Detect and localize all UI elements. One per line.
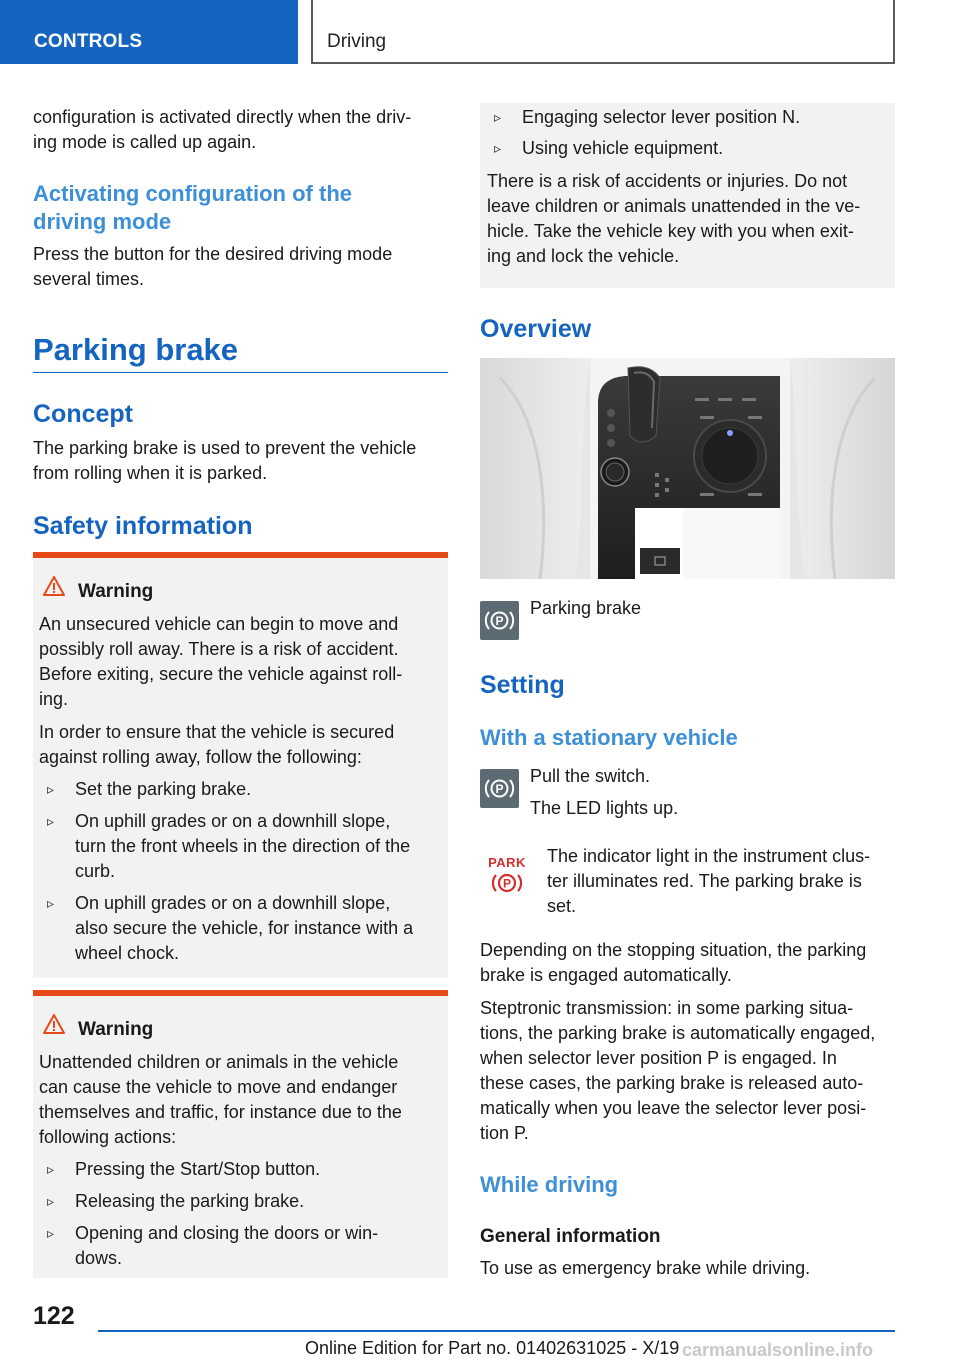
triangle-bullet-icon: ▹ bbox=[494, 140, 502, 156]
triangle-bullet-icon: ▹ bbox=[47, 813, 55, 829]
section-tab: CONTROLS bbox=[0, 0, 298, 64]
page-number: 122 bbox=[33, 1302, 75, 1330]
list-item: ▹ Set the parking brake. bbox=[47, 777, 447, 802]
list-item: ▹ On uphill grades or on a downhill slope, also secure the vehicle, for instance with a wheel chock. bbox=[47, 891, 447, 966]
stationary-heading: With a stationary vehicle bbox=[480, 725, 738, 750]
triangle-bullet-icon: ▹ bbox=[47, 781, 55, 797]
depending-text: Depending on the stopping situation, the parking brake is engaged automatically. bbox=[480, 940, 867, 985]
warning-list bbox=[47, 777, 447, 966]
concept-heading: Concept bbox=[33, 400, 133, 428]
footer-rule bbox=[98, 1330, 895, 1332]
list-item: ▹ Pressing the Start/Stop button. bbox=[47, 1157, 447, 1182]
warning-box-1 bbox=[33, 552, 448, 978]
while-driving-heading: While driving bbox=[480, 1172, 619, 1197]
title-rule bbox=[33, 372, 448, 373]
activating-body: Press the button for the desired driving mode several times. bbox=[33, 244, 393, 289]
list-item: ▹ On uphill grades or on a downhill slope, turn the front wheels in the direction of the curb. bbox=[47, 809, 447, 884]
parking-brake-title: Parking brake bbox=[33, 332, 239, 367]
park-indicator-icon: PARK P bbox=[488, 855, 526, 891]
triangle-bullet-icon: ▹ bbox=[47, 1161, 55, 1177]
list-item: ▹ Engaging selector lever position N. bbox=[494, 105, 894, 130]
center-console-image bbox=[480, 358, 895, 579]
warning-title: Warning bbox=[78, 1019, 154, 1040]
activating-heading: Activating configuration of the driving mode bbox=[33, 181, 352, 234]
chapter-title: Driving bbox=[311, 0, 895, 64]
indicator-text: The indicator light in the instrument clus- ter illuminates red. The parking brake is set. bbox=[547, 846, 871, 916]
warning-text: In order to ensure that the vehicle is secured against rolling away, follow the following: bbox=[39, 722, 395, 767]
warning-text: There is a risk of accidents or injuries. Do not leave children or animals unattended in the ve- hicle. Take the vehicle key with you when exit- ing and lock the vehicle. bbox=[487, 171, 861, 266]
general-info-heading: General information bbox=[480, 1226, 661, 1247]
warning-bar bbox=[33, 552, 448, 558]
general-info-body: To use as emergency brake while driving. bbox=[480, 1258, 811, 1278]
overview-heading: Overview bbox=[480, 315, 592, 343]
svg-text:P: P bbox=[495, 782, 504, 796]
intro-text: configuration is activated directly when the driv- ing mode is called up again. bbox=[33, 107, 412, 152]
list-item: ▹ Releasing the parking brake. bbox=[47, 1189, 447, 1214]
list-item: ▹ Using vehicle equipment. bbox=[494, 136, 894, 161]
warning-text: An unsecured vehicle can begin to move and possibly roll away. There is a risk of accident. Before exiting, secure the vehicle against roll- ing. bbox=[39, 614, 403, 709]
stationary-text: Pull the switch. The LED lights up. bbox=[530, 766, 679, 818]
warning-triangle-icon bbox=[43, 1014, 65, 1034]
svg-text:P: P bbox=[502, 876, 512, 891]
warning-triangle-icon bbox=[43, 576, 65, 596]
parking-brake-button-icon bbox=[480, 601, 519, 640]
triangle-bullet-icon: ▹ bbox=[47, 1193, 55, 1209]
concept-body: The parking brake is used to prevent the vehicle from rolling when it is parked. bbox=[33, 438, 417, 483]
triangle-bullet-icon: ▹ bbox=[47, 895, 55, 911]
list-item: ▹ Opening and closing the doors or win- dows. bbox=[47, 1221, 447, 1271]
edition-text: Online Edition for Part no. 01402631025 - X/19 bbox=[305, 1338, 680, 1358]
warning-text: Unattended children or animals in the vehicle can cause the vehicle to move and endanger themselves and traffic, for instance due to the following actions: bbox=[39, 1052, 402, 1147]
warning-title: Warning bbox=[78, 581, 154, 602]
triangle-bullet-icon: ▹ bbox=[47, 1225, 55, 1241]
setting-heading: Setting bbox=[480, 671, 565, 699]
watermark: carmanualsonline.info bbox=[682, 1340, 874, 1360]
warning-list bbox=[494, 105, 894, 161]
steptronic-text: Steptronic transmission: in some parking situa- tions, the parking brake is automatically engaged, when selector lever position P is engaged. In these cases, the parking brake is released auto- matically when you leave the selector lever posi- tion P. bbox=[480, 998, 876, 1143]
warning-bar bbox=[33, 990, 448, 996]
warning-list bbox=[47, 1157, 447, 1271]
warning-box-2 bbox=[33, 990, 448, 1278]
triangle-bullet-icon: ▹ bbox=[494, 109, 502, 125]
svg-text:P: P bbox=[495, 614, 504, 628]
parking-brake-button-icon bbox=[480, 769, 519, 808]
safety-heading: Safety information bbox=[33, 512, 253, 540]
overview-caption: Parking brake bbox=[530, 598, 642, 618]
warning-box-continued bbox=[480, 103, 895, 288]
